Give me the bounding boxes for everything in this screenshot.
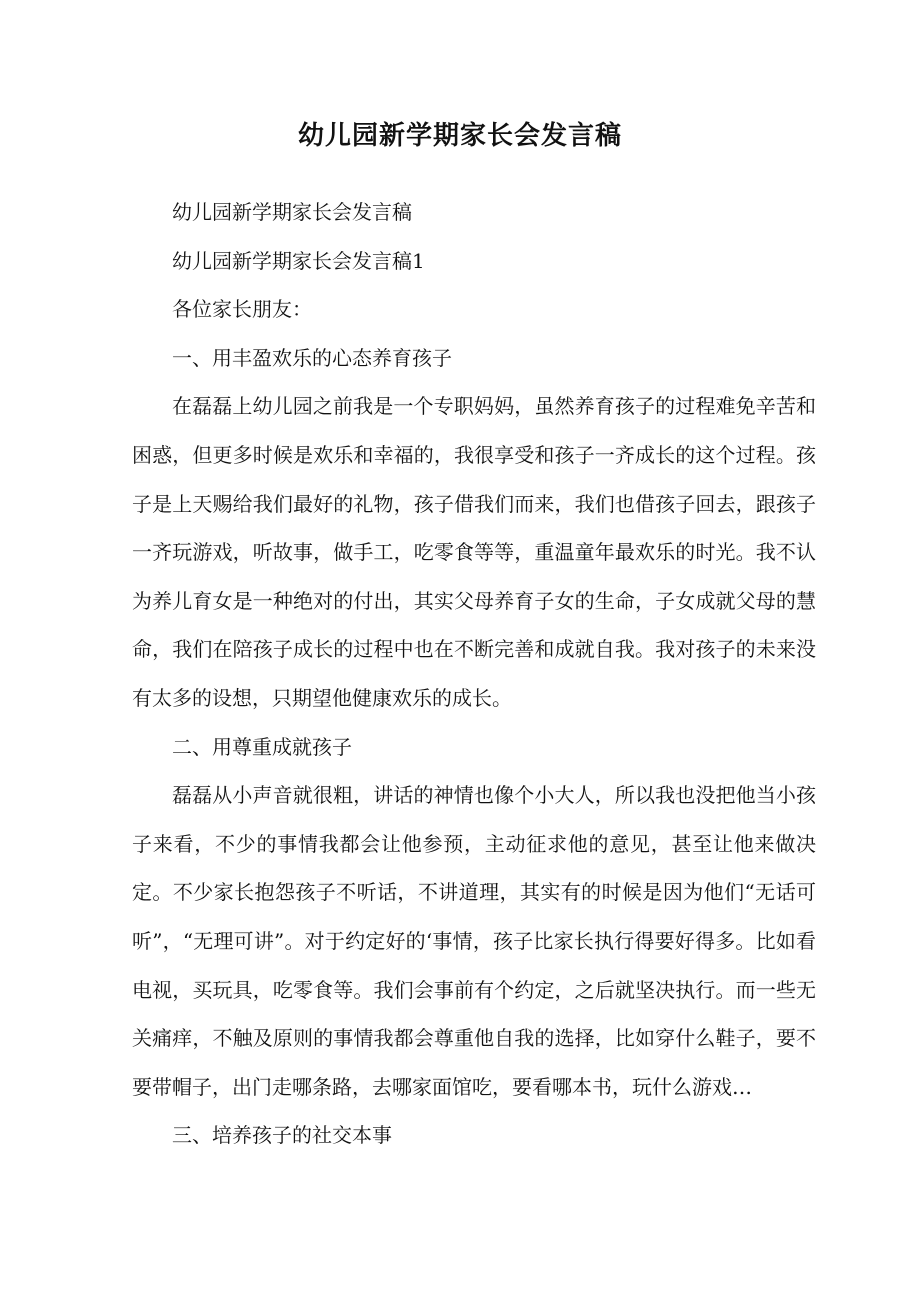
section-heading-1: 一、用丰盈欢乐的心态养育孩子: [172, 345, 452, 370]
section-heading-2: 二、用尊重成就孩子: [172, 734, 352, 759]
paragraph-salutation: 各位家长朋友：: [172, 297, 312, 322]
paragraph-section-1: 在磊磊上幼儿园之前我是一个专职妈妈，虽然养育孩子的过程难免辛苦和困惑，但更多时候是欢乐和幸福的，我很享受和孩子一齐成长的这个过程。孩子是上天赐给我们最好的礼物，孩子借我们而来，我们也借孩子回去，跟孩子一齐玩游戏，听故事，做手工，吃零食等等，重温童年最欢乐的时光。我不认为养儿育女是一种绝对的付出，其实父母养育子女的生命，子女成就父母的慧命，我们在陪孩子成长的过程中也在不断完善和成就自我。我对孩子的未来没有太多的设想，只期望他健康欢乐的成长。: [132, 394, 816, 710]
paragraph-subtitle: 幼儿园新学期家长会发言稿1: [172, 248, 425, 273]
document-title: 幼儿园新学期家长会发言稿: [297, 121, 622, 151]
document-body: [132, 188, 816, 1160]
paragraph-heading-repeat: 幼儿园新学期家长会发言稿: [172, 200, 412, 224]
section-heading-3: 三、培养孩子的社交本事: [172, 1123, 392, 1148]
paragraph-section-2: 磊磊从小声音就很粗，讲话的神情也像个小大人，所以我也没把他当小孩子来看，不少的事情我都会让他参预，主动征求他的意见，甚至让他来做决定。不少家长抱怨孩子不听话，不讲道理，其实有的时候是因为他们“无话可听”，“无理可讲”。对于约定好的‘事情，孩子比家长执行得要好得多。比如看电视，买玩具，吃零食等。我们会事前有个约定，之后就坚决执行。而一些无关痛痒，不触及原则的事情我都会尊重他自我的选择，比如穿什么鞋子，要不要带帽子，出门走哪条路，去哪家面馆吃，要看哪本书，玩什么游戏…: [132, 783, 816, 1099]
